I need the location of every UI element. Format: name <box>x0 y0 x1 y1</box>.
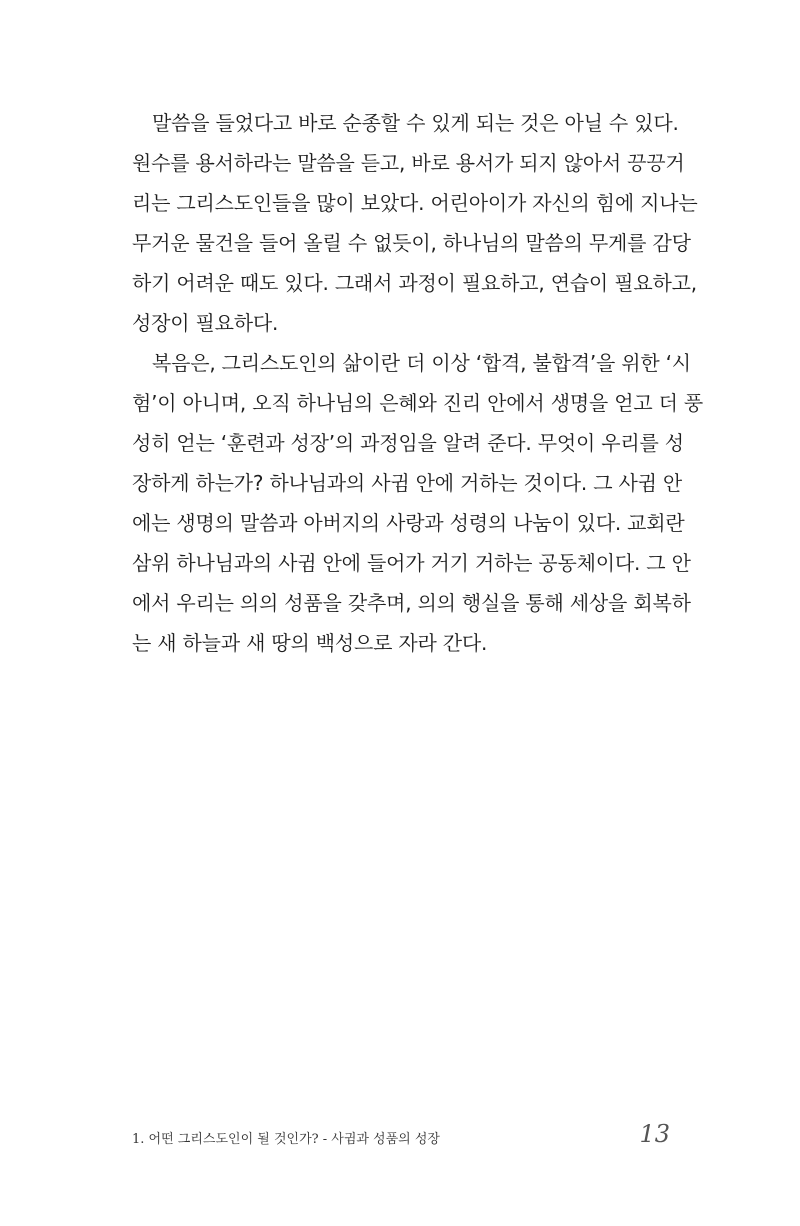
text-line: 무거운 물건을 들어 올릴 수 없듯이, 하나님의 말씀의 무게를 감당 <box>132 231 691 255</box>
text-line: 삼위 하나님과의 사귐 안에 들어가 거기 거하는 공동체이다. 그 안 <box>132 551 691 575</box>
text-line: 성장이 필요하다. <box>132 311 279 335</box>
text-line: 하기 어려운 때도 있다. 그래서 과정이 필요하고, 연습이 필요하고, <box>132 271 697 295</box>
page-footer <box>132 1120 670 1160</box>
text-line: 원수를 용서하라는 말씀을 듣고, 바로 용서가 되지 않아서 끙끙거 <box>132 151 685 175</box>
text-line: 복음은, 그리스도인의 삶이란 더 이상 ‘합격, 불합격’을 위한 ‘시 <box>152 351 691 375</box>
body-text <box>132 103 704 663</box>
text-line: 험’이 아니며, 오직 하나님의 은혜와 진리 안에서 생명을 얻고 더 풍 <box>132 391 704 415</box>
text-line: 는 새 하늘과 새 땅의 백성으로 자라 간다. <box>132 631 488 655</box>
text-line: 말씀을 들었다고 바로 순종할 수 있게 되는 것은 아닐 수 있다. <box>152 111 679 135</box>
text-line: 리는 그리스도인들을 많이 보았다. 어린아이가 자신의 힘에 지나는 <box>132 191 698 215</box>
text-line: 에는 생명의 말씀과 아버지의 사랑과 성령의 나눔이 있다. 교회란 <box>132 511 685 535</box>
text-line: 장하게 하는가? 하나님과의 사귐 안에 거하는 것이다. 그 사귐 안 <box>132 471 682 495</box>
running-head: 1. 어떤 그리스도인이 될 것인가? - 사귐과 성품의 성장 <box>132 1132 440 1147</box>
paragraph-2 <box>132 343 704 663</box>
text-line: 에서 우리는 의의 성품을 갖추며, 의의 행실을 통해 세상을 회복하 <box>132 591 691 615</box>
text-line: 성히 얻는 ‘훈련과 성장’의 과정임을 알려 준다. 무엇이 우리를 성 <box>132 431 684 455</box>
page-number: 13 <box>639 1120 670 1148</box>
paragraph-1 <box>132 103 698 343</box>
